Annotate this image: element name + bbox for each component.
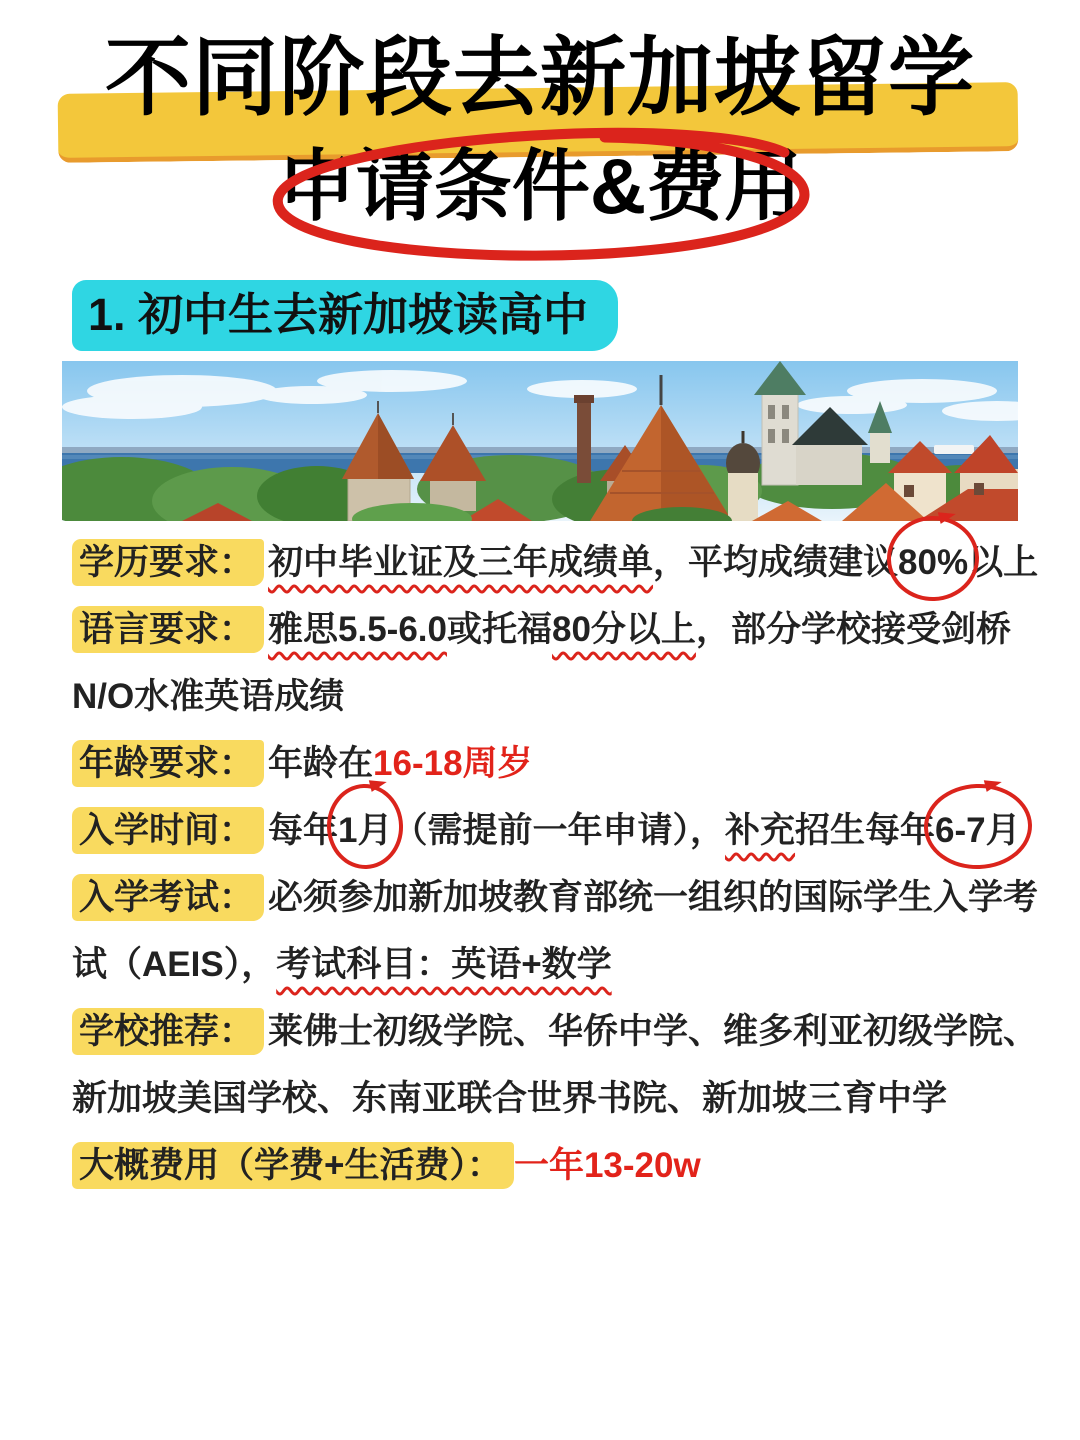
row-recommended-schools [72,998,1039,1065]
age-label: 年龄要求： [72,740,264,787]
age-pre-text: 年龄在 [268,744,374,784]
circled-value: 6-7月 [935,811,1021,851]
schools-line1-text: 莱佛士初级学院、华侨中学、维多利亚初级学院、 [268,1012,1039,1052]
wavy-underline-text: 80分以上 [552,610,696,650]
red-circle-annotation [935,797,1021,864]
cost-label: 大概费用（学费+生活费）： [72,1142,514,1189]
section-1-header: 1. 初中生去新加坡读高中 [72,280,618,351]
exam-label: 入学考试： [72,874,264,921]
row-language-requirement [72,596,1022,663]
section-1-content [72,529,1039,1199]
row-language-requirement-line2 [72,663,1022,730]
education-mid-text: ，平均成绩建议 [653,543,899,583]
row-intake-time [72,797,1022,864]
language-tail-text: ，部分学校接受剑桥 [695,610,1011,650]
row-estimated-cost [72,1132,1022,1199]
old-town-photo [62,361,1018,521]
language-mid-text: 或托福 [446,610,552,650]
red-circle-annotation [338,797,392,864]
wavy-underline-text: 考试科目：英语+数学 [276,945,612,985]
wavy-underline-text: 补充 [725,811,796,851]
red-circle-annotation [898,529,968,596]
circled-value: 1月 [338,811,393,851]
row-age-requirement [72,730,1022,797]
language-label: 语言要求： [72,606,264,653]
row-recommended-schools-line2 [72,1065,1022,1132]
intake-pre-text: 每年 [268,811,339,851]
cost-red-text: 一年13-20w [513,1146,701,1186]
intake-label: 入学时间： [72,807,264,854]
exam-line1-text: 必须参加新加坡教育部统一组织的国际学生入学考 [268,878,1039,918]
circled-value: 80% [898,543,969,583]
intake-mid-text: （需提前一年申请）， [392,811,726,851]
age-range-red-text: 16-18周岁 [373,744,533,784]
subtitle-block [0,140,1080,258]
schools-line2-text: 新加坡美国学校、东南亚联合世界书院、新加坡三育中学 [72,1079,948,1119]
language-line2-text: N/O水准英语成绩 [72,677,345,717]
row-education-requirement [72,529,1039,596]
schools-label: 学校推荐： [72,1008,264,1055]
exam-line2-pre-text: 试（AEIS）， [72,945,277,985]
education-label: 学历要求： [72,539,264,586]
page-subtitle: 申请条件&费用 [277,142,803,231]
title-block [0,30,1080,126]
row-entrance-exam-line2 [72,931,1022,998]
wavy-underline-text: 初中毕业证及三年成绩单 [268,543,654,583]
row-entrance-exam [72,864,1039,931]
education-tail-text: 以上 [968,543,1039,583]
page-title: 不同阶段去新加坡留学 [105,30,975,126]
wavy-underline-text: 雅思5.5-6.0 [268,610,447,650]
intake-mid2-text: 招生每年 [795,811,936,851]
